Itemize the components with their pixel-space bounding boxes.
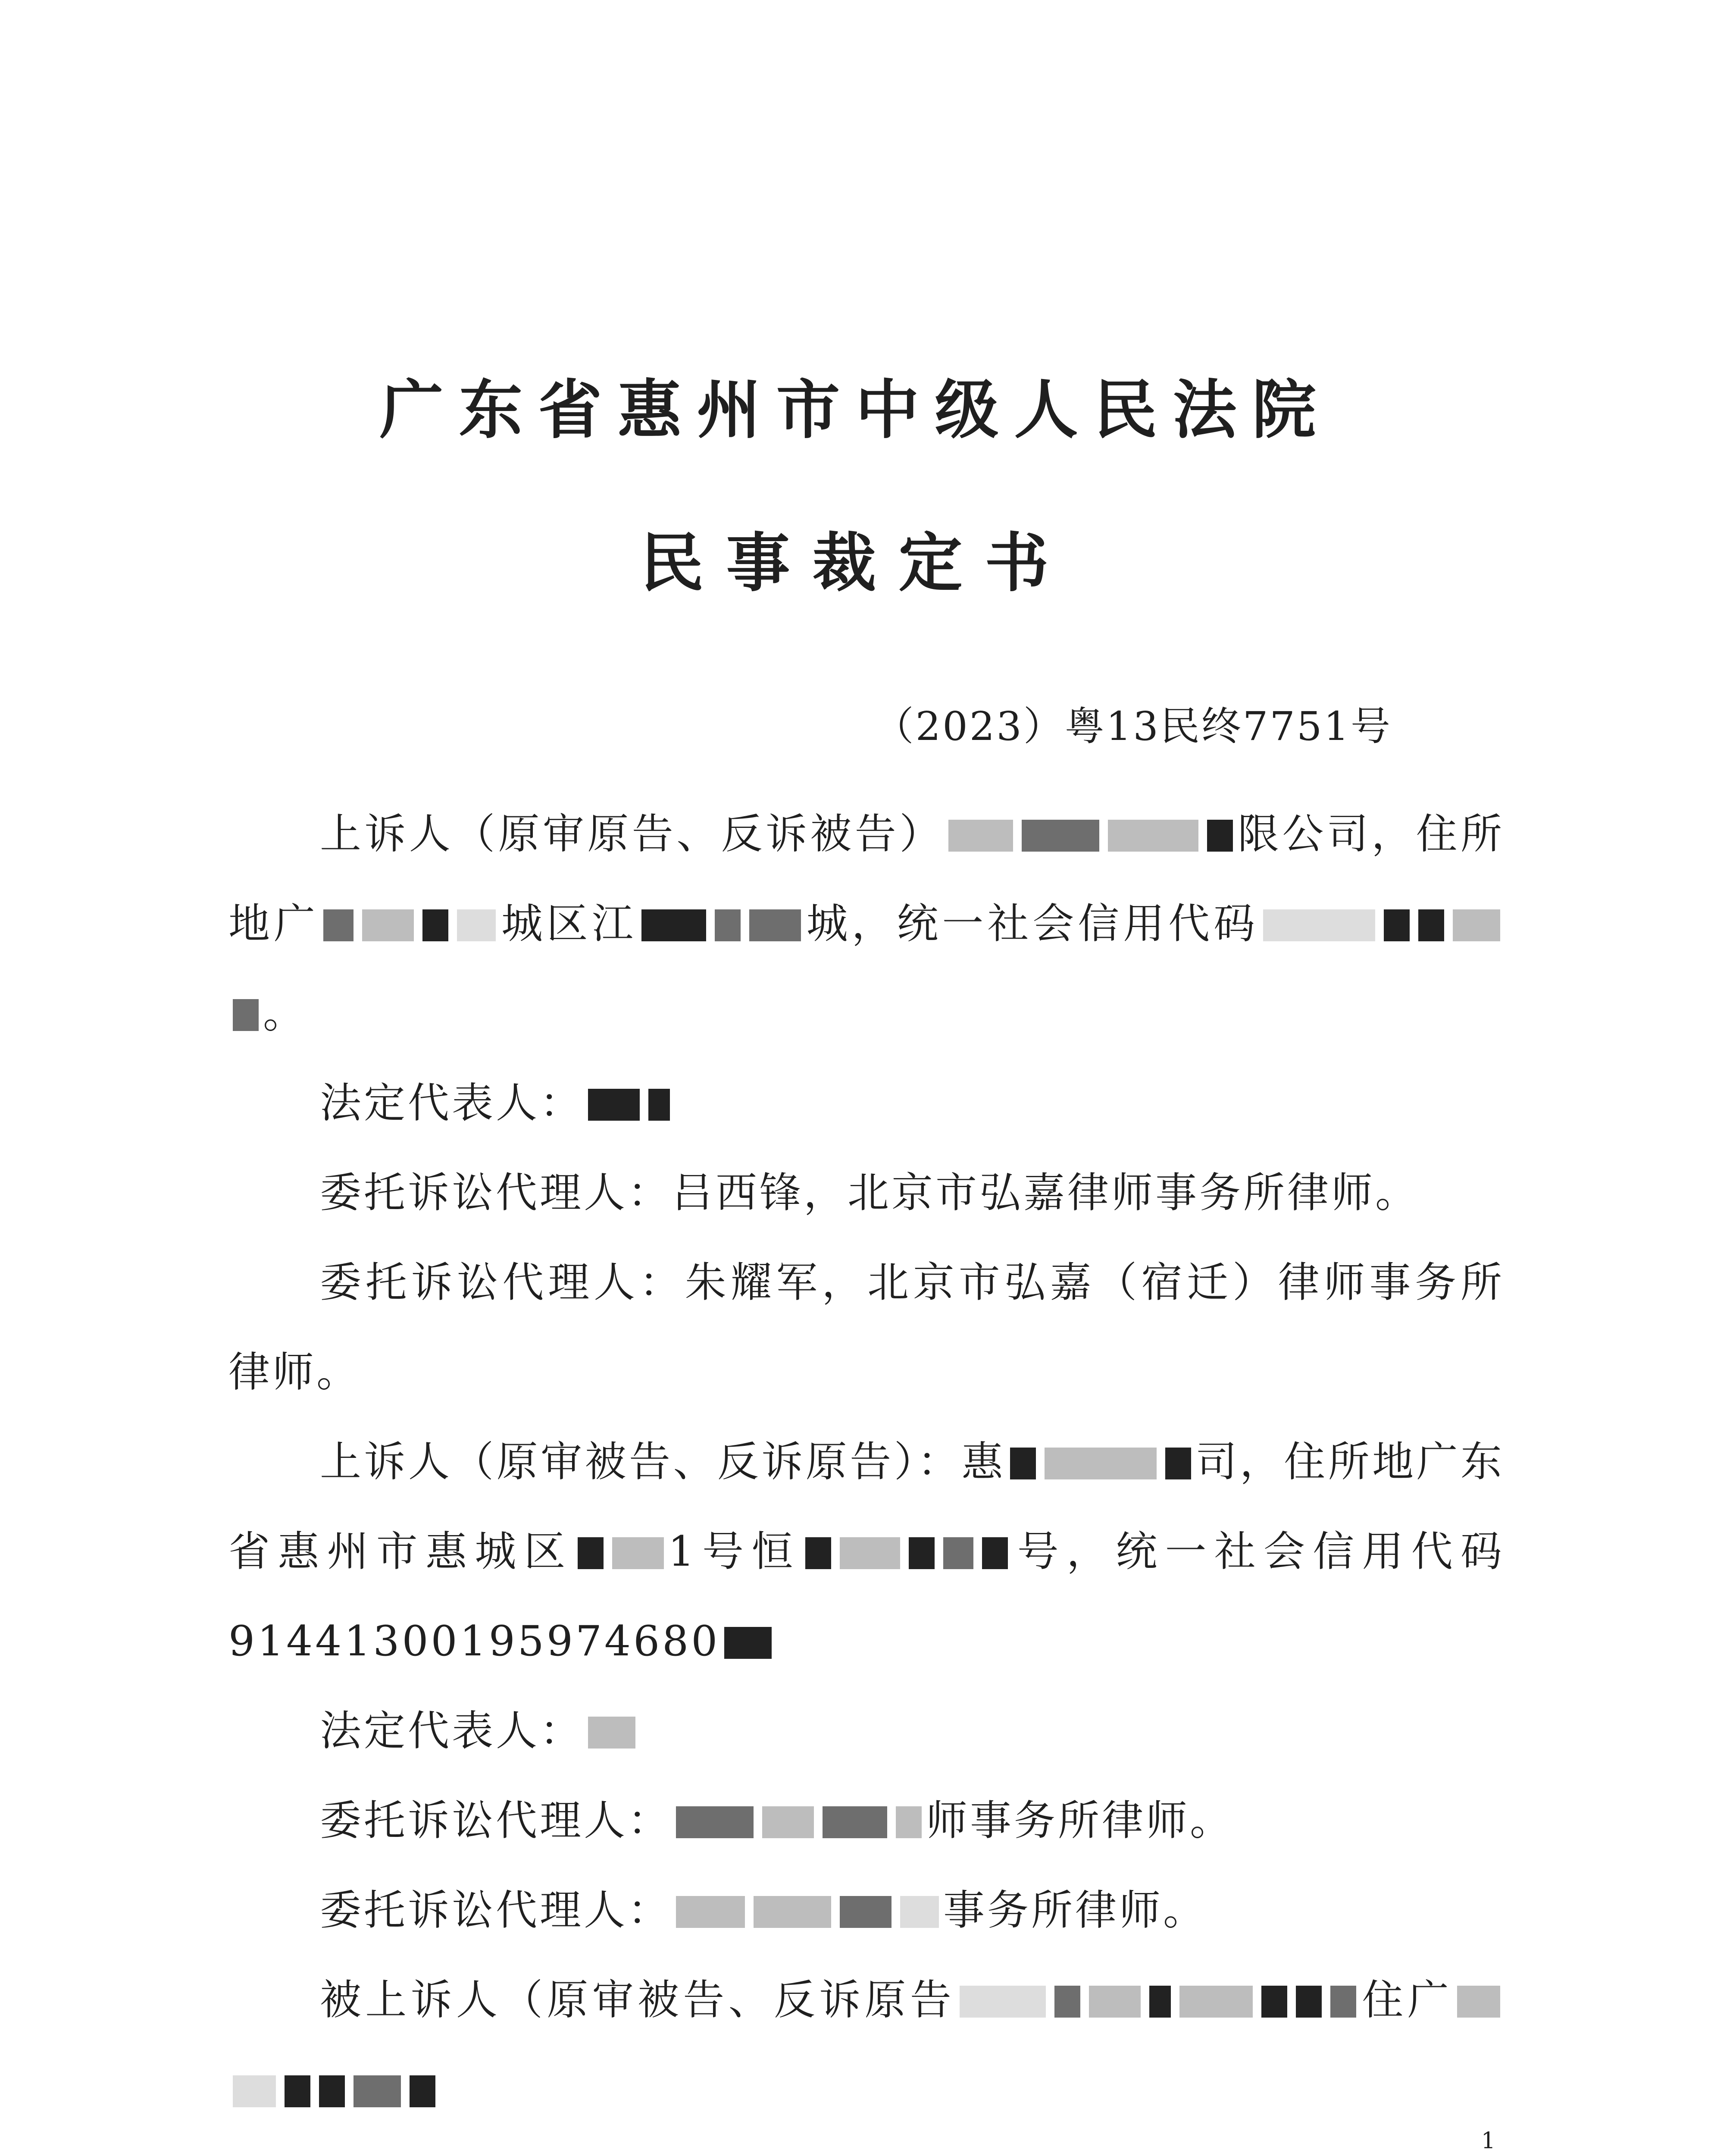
appellant-2-address-head: 住所地广东省惠州市惠城区 — [228, 1438, 1505, 1576]
redaction-block — [1384, 909, 1410, 941]
court-title: 广东省惠州市中级人民法院 — [379, 372, 1332, 447]
redaction-block — [588, 1089, 640, 1121]
appellant-2-address-mid: 1号恒 — [668, 1527, 801, 1576]
legal-representative-2-label: 法定代表人： — [320, 1707, 584, 1755]
redaction-block — [422, 909, 448, 941]
redaction-block — [982, 1537, 1008, 1569]
appellant-1-credit-code-label: 社会信用代码 — [987, 899, 1259, 948]
redaction-block — [641, 909, 706, 941]
redaction-block — [1263, 909, 1375, 941]
redaction-block — [948, 820, 1013, 852]
redaction-block — [612, 1537, 664, 1569]
legal-representative-2 — [228, 1686, 1505, 1776]
redaction-block — [715, 909, 741, 941]
redaction-block — [724, 1627, 772, 1659]
redaction-block — [1108, 820, 1198, 852]
redaction-block — [319, 2075, 345, 2107]
agent-1-label: 委托诉讼代理人： — [320, 1169, 672, 1217]
redaction-block — [909, 1537, 935, 1569]
appellant-1-address-mid: 城区江 — [500, 899, 637, 948]
agent-3-tail: 师事务所律师。 — [926, 1796, 1234, 1845]
agent-1-text: 吕西锋，北京市弘嘉律师事务所律师。 — [672, 1169, 1419, 1217]
agent-4-paragraph — [228, 1865, 1505, 1955]
redaction-block — [896, 1806, 922, 1838]
agent-2-paragraph — [228, 1238, 1505, 1417]
appellant-2-address-tail: 号， — [1012, 1527, 1116, 1576]
redaction-block — [648, 1089, 670, 1121]
redaction-block — [1165, 1448, 1191, 1479]
redaction-block — [1330, 1986, 1356, 2018]
agent-2-text: 朱耀军，北京市弘嘉（宿迁）律师事务所律师。 — [228, 1258, 1505, 1396]
appellant-2-role: 上诉人（原审被告、反诉原告）：惠 — [320, 1438, 1006, 1486]
appellant-1-name-tail: 限公 — [1237, 810, 1327, 858]
appellant-1-address-head: 司，住所地广 — [228, 810, 1505, 948]
redaction-block — [233, 2075, 276, 2107]
appellant-1-role: 上诉人（原审原告、反诉被告） — [320, 810, 944, 858]
redaction-block — [323, 909, 353, 941]
redaction-block — [410, 2075, 435, 2107]
redaction-block — [1207, 820, 1233, 852]
redaction-block — [1089, 1986, 1141, 2018]
redaction-block — [900, 1896, 939, 1928]
document-type-title: 民事裁定书 — [640, 525, 1071, 600]
redaction-block — [805, 1537, 831, 1569]
redaction-block — [285, 2075, 310, 2107]
redaction-block — [676, 1806, 754, 1838]
redaction-block — [1261, 1986, 1287, 2018]
appellee-role: 被上诉人（原审被告、反诉原告 — [320, 1976, 956, 2024]
redaction-block — [762, 1806, 814, 1838]
redaction-block — [749, 909, 801, 941]
appellant-1-paragraph — [228, 789, 1505, 1058]
redaction-block — [1149, 1986, 1171, 2018]
agent-3-paragraph — [228, 1776, 1505, 1865]
appellant-1-credit-code-end: 。 — [263, 989, 307, 1037]
agent-1-paragraph — [228, 1148, 1505, 1238]
appellee-paragraph — [228, 1955, 1505, 2134]
appellant-2-paragraph — [228, 1417, 1505, 1686]
appellant-1-address-tail: 城，统一 — [805, 899, 988, 948]
redaction-block — [823, 1806, 887, 1838]
appellee-address-mid: 住广 — [1361, 1976, 1453, 2024]
appellant-2-credit-code-value: 91441300195974680 — [228, 1617, 720, 1665]
redaction-block — [578, 1537, 604, 1569]
redaction-block — [1179, 1986, 1253, 2018]
redaction-block — [1296, 1986, 1322, 2018]
redaction-block — [840, 1896, 891, 1928]
redaction-block — [676, 1896, 745, 1928]
appellant-2-credit-code-label: 统一社会信用代码 — [1116, 1527, 1505, 1576]
redaction-block — [362, 909, 414, 941]
redaction-block — [1453, 909, 1500, 941]
agent-4-tail: 事务所律师。 — [943, 1886, 1207, 1934]
redaction-block — [233, 999, 259, 1031]
page-number: 1 — [1481, 2128, 1495, 2154]
redaction-block — [943, 1537, 973, 1569]
redaction-block — [1010, 1448, 1036, 1479]
redaction-block — [1418, 909, 1444, 941]
redaction-block — [353, 2075, 401, 2107]
document-body — [228, 789, 1505, 2134]
redaction-block — [1457, 1986, 1500, 2018]
agent-4-label: 委托诉讼代理人： — [320, 1886, 672, 1934]
agent-2-label: 委托诉讼代理人： — [320, 1258, 685, 1307]
legal-representative-1-label: 法定代表人： — [320, 1079, 584, 1127]
redaction-block — [1022, 820, 1099, 852]
redaction-block — [754, 1896, 831, 1928]
case-number: （2023）粤13民终7751号 — [874, 703, 1392, 749]
redaction-block — [1045, 1448, 1157, 1479]
redaction-block — [457, 909, 496, 941]
redaction-block — [840, 1537, 900, 1569]
appellant-2-name-tail: 司， — [1195, 1438, 1284, 1486]
legal-representative-1 — [228, 1058, 1505, 1148]
redaction-block — [1054, 1986, 1080, 2018]
redaction-block — [960, 1986, 1046, 2018]
agent-3-label: 委托诉讼代理人： — [320, 1796, 672, 1845]
redaction-block — [588, 1717, 635, 1749]
